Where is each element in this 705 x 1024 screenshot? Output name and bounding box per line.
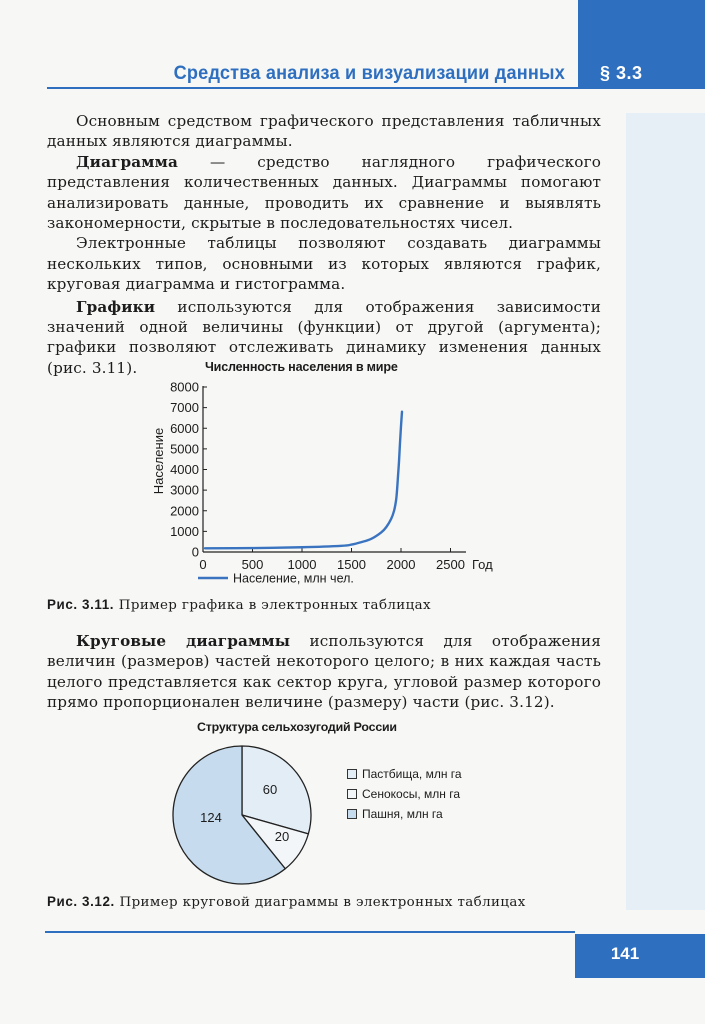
y-tick-label: 8000 <box>170 379 199 395</box>
x-axis-label: Год <box>472 557 493 572</box>
legend-label: Пашня, млн га <box>362 807 443 821</box>
legend-swatch <box>348 810 357 819</box>
legend-swatch <box>348 770 357 779</box>
term-diagram: Диаграмма <box>76 152 178 171</box>
paragraph-text: используются для отображения величин (размеров) частей некоторого целого; в них каждая часть целого представляется как сектор круга, угловой размер которого прямо пропорционален величине (размеру) части (рис. 3.12). <box>47 632 601 712</box>
y-tick-label: 6000 <box>170 420 199 436</box>
paragraph-spreadsheet-types: Электронные таблицы позволяют создавать диаграммы нескольких типов, основными из которых являются график, круговая диаграмма и гистограмма. <box>47 234 601 294</box>
paragraph-text: — средство наглядного графического представления количественных данных. Диаграммы помогают анализировать данные, проводить их сравнение и выявлять закономерности, скрытые в последовательностях чисел. <box>47 152 601 233</box>
term-graphs: Графики <box>76 297 156 316</box>
legend-label-population: Население, млн чел. <box>233 571 354 586</box>
y-tick-label: 3000 <box>170 482 199 498</box>
x-tick-label: 500 <box>241 557 264 572</box>
figure-caption-text: Пример круговой диаграммы в электронных таблицах <box>114 895 526 910</box>
paragraph-text: используются для отображения зависимости значений одной величины (функции) от другой (аргумента); графики позволяют отслеживать динамику изменения данных (рис. 3.11). <box>47 297 601 377</box>
y-tick-label: 0 <box>191 544 199 560</box>
page-number: 141 <box>610 944 640 963</box>
pie-slice-label: 20 <box>274 829 290 844</box>
term-pie-charts: Круговые диаграммы <box>76 632 291 650</box>
figure-caption-3-12 <box>47 894 526 910</box>
y-axis-label: Население <box>151 427 166 495</box>
x-tick-label: 0 <box>199 557 207 572</box>
legend-label: Сенокосы, млн га <box>362 787 460 801</box>
x-tick-label: 1000 <box>287 557 317 572</box>
x-tick-label: 2500 <box>436 557 465 572</box>
y-tick-label: 2000 <box>170 503 199 519</box>
y-tick-label: 4000 <box>170 462 199 477</box>
figure-caption-text: Пример графика в электронных таблицах <box>114 598 431 613</box>
y-tick-label: 7000 <box>170 400 199 416</box>
pie-slice-label: 124 <box>200 810 222 825</box>
paragraph-intro: Основным средством графического представления табличных данных являются диаграммы. <box>47 112 601 151</box>
section-number: § 3.3 <box>600 63 643 83</box>
x-tick-label: 1500 <box>337 557 366 572</box>
y-tick-label: 1000 <box>170 523 199 539</box>
running-header: Средства анализа и визуализации данных <box>173 62 566 84</box>
line-chart-title: Численность населения в мире <box>205 360 398 374</box>
legend-swatch <box>348 790 357 799</box>
pie-slice-label: 60 <box>262 782 278 797</box>
figure-label: Рис. 3.12. <box>47 894 115 909</box>
footer-rule <box>45 931 575 933</box>
legend-label: Пастбища, млн га <box>362 767 462 781</box>
pie-chart-title: Структура сельхозугодий России <box>197 720 397 734</box>
y-tick-label: 5000 <box>170 441 199 457</box>
x-tick-label: 2000 <box>386 557 416 572</box>
figure-label: Рис. 3.11. <box>47 597 115 612</box>
